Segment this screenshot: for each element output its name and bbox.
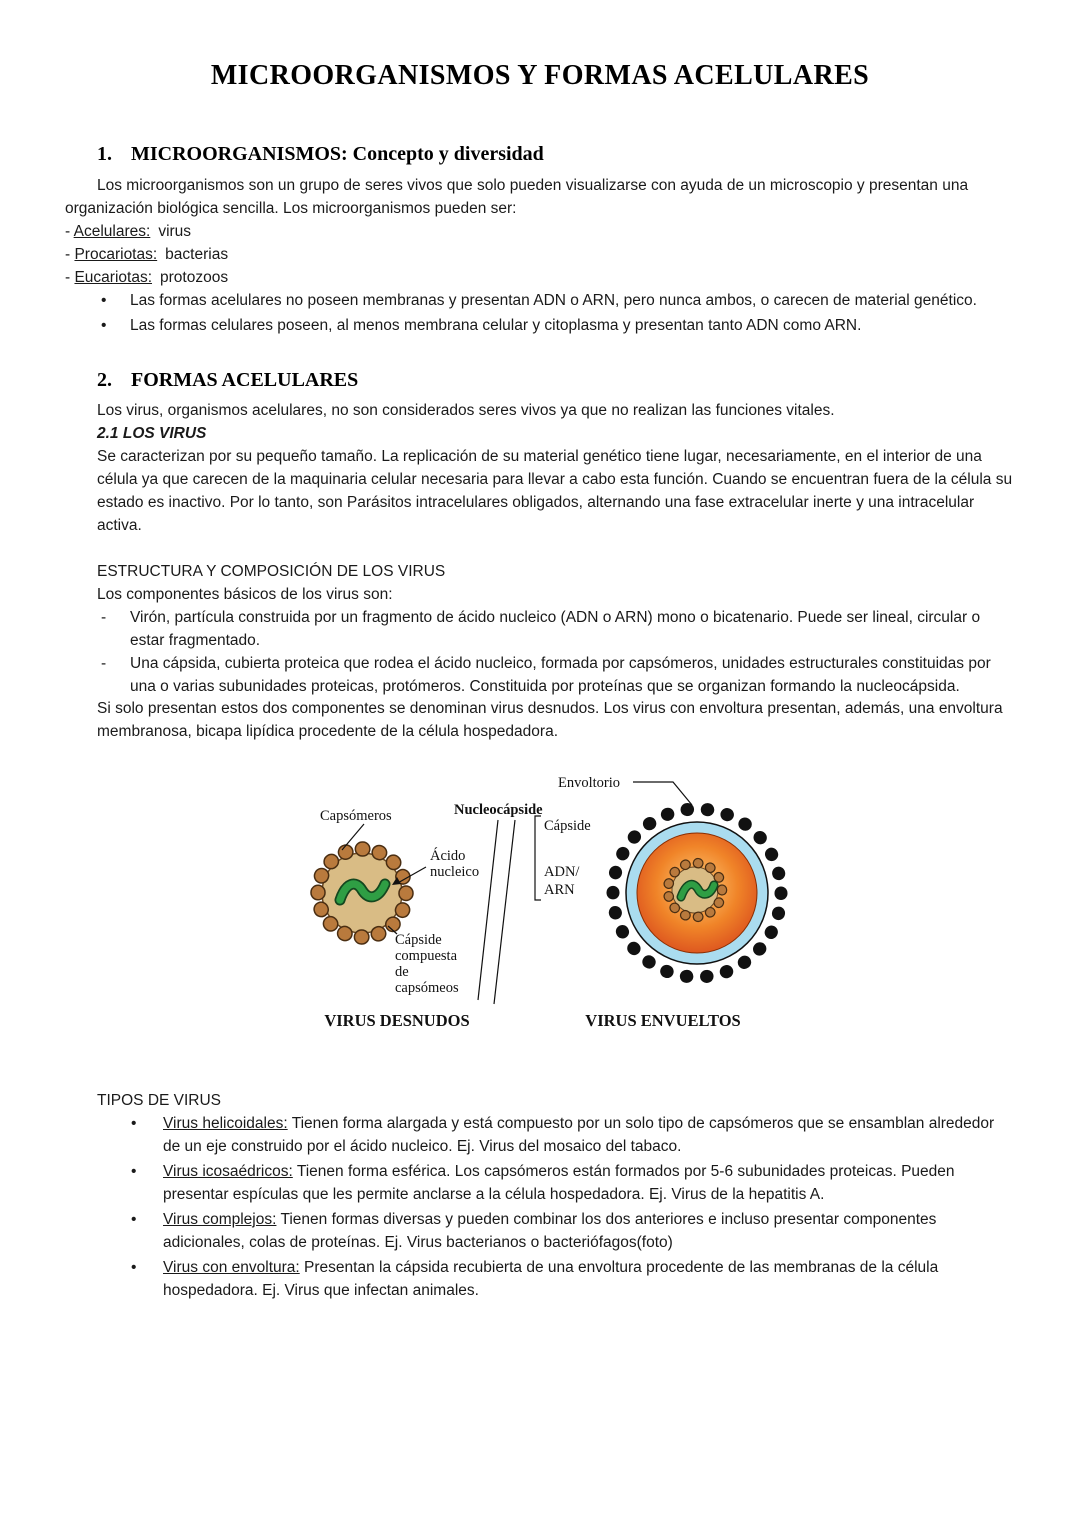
section-1-heading: [97, 140, 1015, 170]
virus-diagram-figure: [302, 768, 1015, 1048]
tipo-lead: Virus complejos:: [163, 1210, 277, 1228]
capside-adn-bracket: [535, 816, 541, 900]
tipo-text: Presentan la cápsida recubierta de una envoltura procedente de las membranas de la célula hospedadora. Ej. Virus que infectan animales.: [163, 1258, 939, 1299]
term-eucariotas: Eucariotas:: [74, 268, 153, 286]
adn-arn-label-line2: ARN: [544, 882, 575, 899]
componente-text: Una cápsida, cubierta proteica que rodea el ácido nucleico, formada por capsómeros, unidades estructurales constituidas por una o varias subunidades proteicas, protómeros. Constituida por proteínas que se organizan formando la nucleocápsida.: [130, 654, 991, 695]
bullet-item: [65, 290, 1015, 313]
acido-nucleico-label-line2: nucleico: [430, 864, 480, 881]
nucleocapside-label: Nucleocápside: [454, 802, 543, 819]
list-item-acelulares: [65, 221, 1015, 244]
desc-acelulares: virus: [158, 222, 192, 240]
desc-eucariotas: protozoos: [160, 268, 229, 286]
tipo-item-helicoidales: [65, 1113, 1015, 1159]
tipo-item-icosaedricos: [65, 1161, 1015, 1207]
page-title: MICROORGANISMOS Y FORMAS ACELULARES: [210, 60, 870, 91]
caption-virus-desnudos: VIRUS DESNUDOS: [324, 1011, 470, 1031]
virus-description-paragraph: Se caracterizan por su pequeño tamaño. La replicación de su material genético tiene lugar, necesariamente, en el interior de una célula ya que carecen de la maquinaria celular necesaria para llevar a cabo esta función. Cuando se encuentran fuera de la célula su estado es inactivo. Por lo tanto, son Parásitos intracelulares obligados, alternando una fase extracelular inerte y una intracelular activa.: [97, 448, 1013, 534]
term-acelulares: Acelulares:: [73, 222, 151, 240]
section-1-number: 1.: [97, 143, 112, 166]
acido-nucleico-label-line1: Ácido: [430, 848, 466, 865]
capside-compuesta-label-line4: capsómeos: [395, 980, 459, 997]
capside-label: Cápside: [544, 818, 591, 835]
componente-text: Virón, partícula construida por un fragmento de ácido nucleico (ADN o ARN) mono o bicatenario. Puede ser lineal, circular o estar fragmentado.: [130, 608, 981, 649]
caption-virus-envueltos: VIRUS ENVUELTOS: [585, 1011, 741, 1031]
section-1-intro: Los microorganismos son un grupo de seres vivos que solo pueden visualizarse con ayuda de un microscopio y presentan una organización biológica sencilla. Los microorganismos pueden ser:: [65, 177, 969, 217]
adn-arn-label-line1: ADN/: [544, 864, 580, 881]
capside-compuesta-label-line2: compuesta: [395, 948, 458, 965]
enveloped-virus-illustration: [613, 809, 781, 977]
tipo-item-complejos: [65, 1209, 1015, 1255]
section-2-body: [97, 400, 1015, 607]
virus-desnudos-paragraph: Si solo presentan estos dos componentes se denominan virus desnudos. Los virus con envoltura presentan, además, una envoltura membranosa, bicapa lipídica procedente de la célula hospedadora.: [97, 700, 1003, 741]
capside-compuesta-label-line1: Cápside: [395, 932, 442, 949]
section-2-intro: Los virus, organismos acelulares, no son considerados seres vivos ya que no realizan las funciones vitales.: [97, 402, 835, 420]
capsomeros-label: Capsómeros: [320, 808, 392, 825]
list-item-procariotas: [65, 244, 1015, 267]
tipo-lead: Virus icosaédricos:: [163, 1163, 293, 1181]
tipo-lead: Virus con envoltura:: [163, 1258, 300, 1276]
tipo-text: Tienen forma alargada y está compuesto por un solo tipo de capsómeros que se ensamblan alrededor de un eje construido por el ácido nucleico. Ej. Virus del mosaico del tabaco.: [163, 1115, 995, 1156]
tipo-item-con-envoltura: [65, 1257, 1015, 1303]
section-2-closing: [97, 698, 1015, 744]
nucleocapside-line-right: [494, 820, 515, 1004]
term-procariotas: Procariotas:: [74, 245, 158, 263]
envoltorio-label: Envoltorio: [558, 775, 621, 792]
section-2-number: 2.: [97, 368, 112, 391]
envoltorio-pointer-line: [633, 782, 692, 805]
section-2-heading: [97, 366, 1015, 396]
tipos-de-virus-section: [65, 1090, 1015, 1302]
estructura-heading: ESTRUCTURA Y COMPOSICIÓN DE LOS VIRUS: [97, 562, 446, 580]
section-2-label: FORMAS ACELULARES: [131, 368, 359, 391]
tipo-text: Tienen formas diversas y pueden combinar los dos anteriores e incluso presentar componentes adicionales, colas de proteínas. Ej. Virus bacterianos o bacteriófagos(foto): [163, 1210, 937, 1251]
virus-structure-diagram: [302, 768, 822, 1040]
naked-virus-illustration: [318, 849, 406, 937]
tipo-text: Tienen forma esférica. Los capsómeros están formados por 5-6 subunidades proteicas. Pueden presentar espículas que les permite anclarse a la célula hospedadora. Ej. Virus de la hepatitis A.: [163, 1163, 955, 1203]
bullet-text: Las formas acelulares no poseen membranas y presentan ADN o ARN, pero nunca ambos, o carecen de material genético.: [130, 291, 977, 309]
tipo-lead: Virus helicoidales:: [163, 1115, 288, 1133]
nucleocapside-line-left: [478, 820, 498, 1000]
subsection-2-1-heading: 2.1 LOS VIRUS: [97, 425, 207, 443]
componentes-intro: Los componentes básicos de los virus son:: [97, 585, 393, 603]
capside-compuesta-label-line3: de: [395, 964, 409, 981]
componente-item-capsida: [65, 653, 1015, 699]
bullet-text: Las formas celulares poseen, al menos membrana celular y citoplasma y presentan tanto ADN como ARN.: [130, 316, 862, 334]
componente-item-viron: [65, 607, 1015, 653]
list-item-eucariotas: [65, 267, 1015, 290]
section-1-label: MICROORGANISMOS: Concepto y diversidad: [131, 143, 544, 166]
desc-procariotas: bacterias: [165, 245, 229, 263]
tipos-heading: TIPOS DE VIRUS: [97, 1092, 222, 1110]
spacer: [97, 538, 1015, 561]
bullet-item: [65, 315, 1015, 338]
